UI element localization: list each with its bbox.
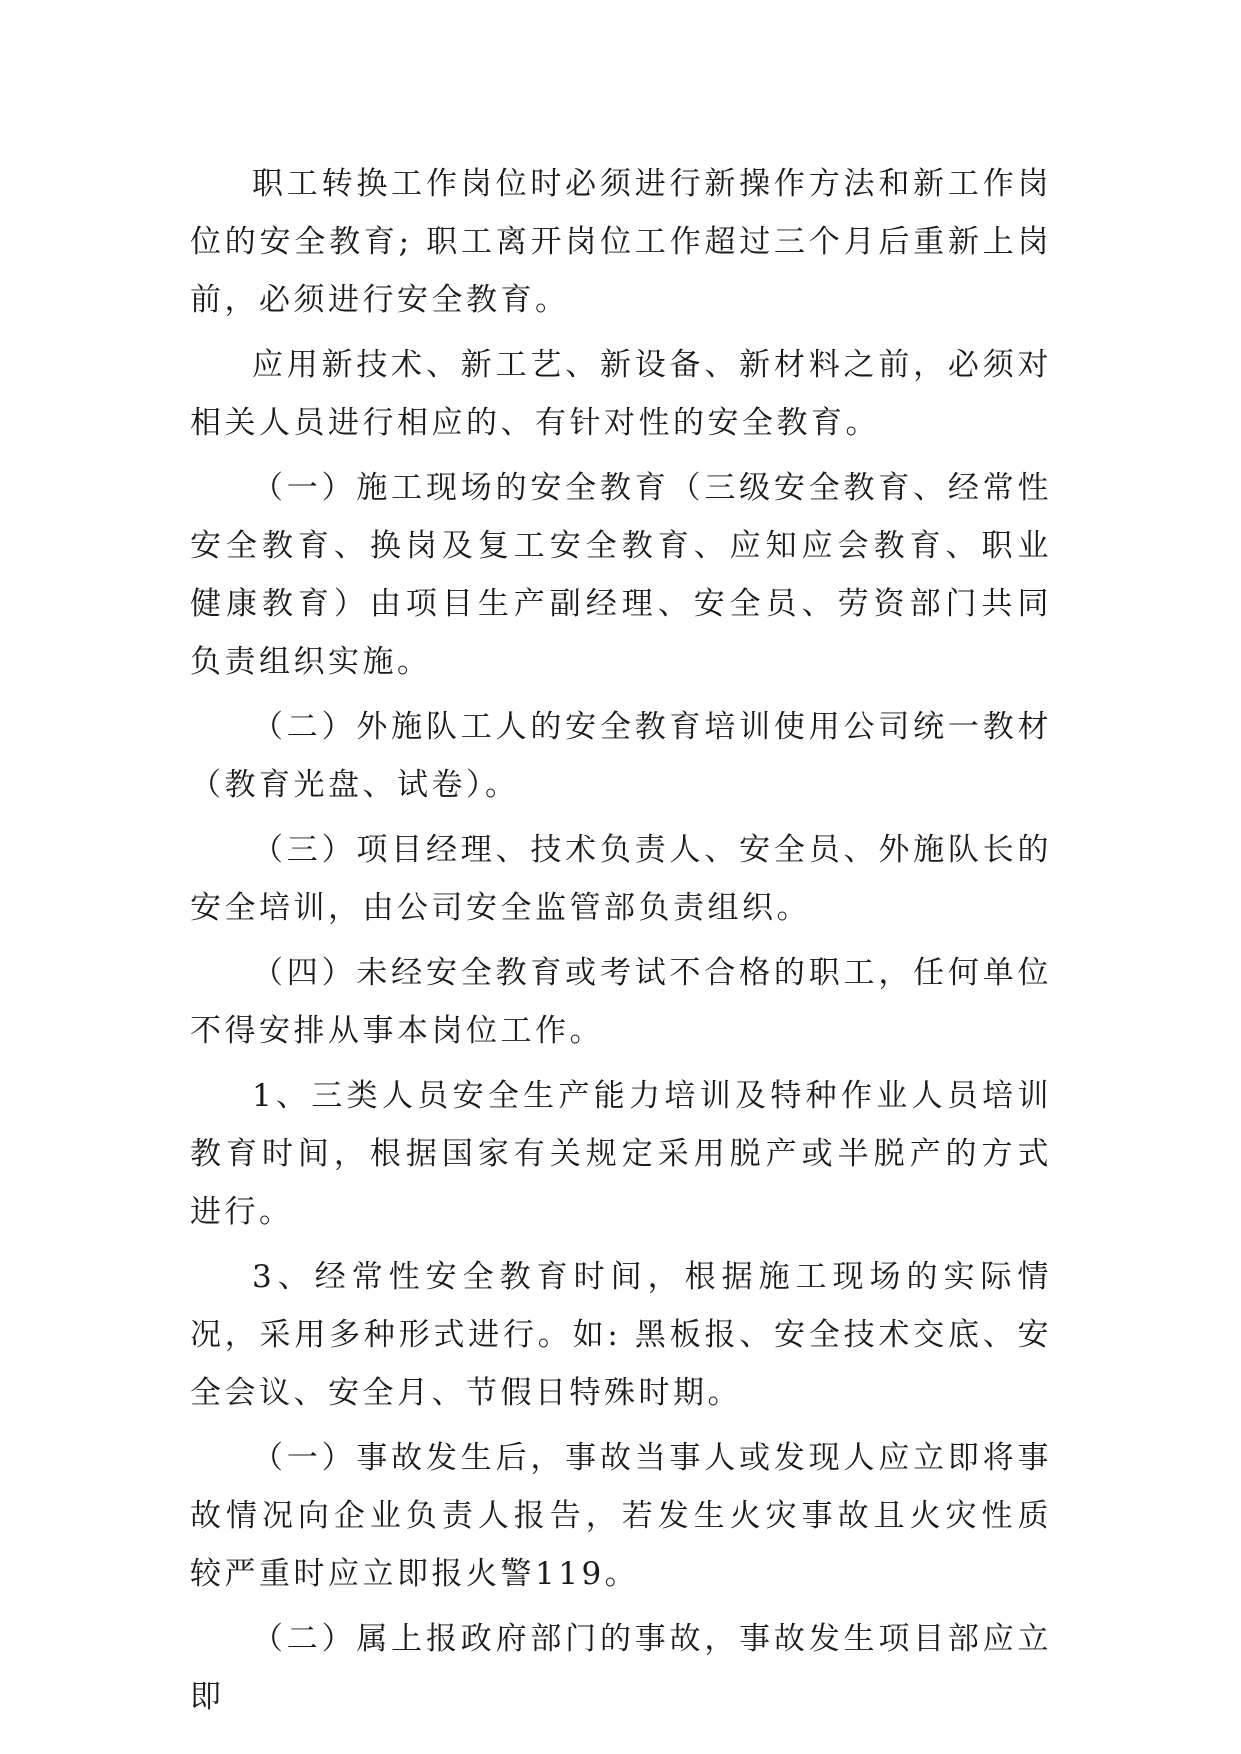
paragraph-accident-reporting: （一）事故发生后，事故当事人或发现人应立即将事故情况向企业负责人报告，若发生火灾事故且火灾性质较严重时应立即报火警119。: [190, 1440, 1052, 1592]
paragraph-site-safety-education: （一）施工现场的安全教育（三级安全教育、经常性安全教育、换岗及复工安全教育、应知应会教育、职业健康教育）由项目生产副经理、安全员、劳资部门共同负责组织实施。: [190, 470, 1052, 680]
document-body: [190, 155, 1052, 1733]
paragraph-training-time: 1、三类人员安全生产能力培训及特种作业人员培训教育时间，根据国家有关规定采用脱产或半脱产的方式进行。: [190, 1078, 1052, 1230]
paragraph-new-technology-education: 应用新技术、新工艺、新设备、新材料之前，必须对相关人员进行相应的、有针对性的安全教育。: [190, 347, 1052, 441]
paragraph-contractor-training: （二）外施队工人的安全教育培训使用公司统一教材（教育光盘、试卷）。: [190, 709, 1052, 803]
paragraph-job-transfer-education: 职工转换工作岗位时必须进行新操作方法和新工作岗位的安全教育; 职工离开岗位工作超过三个月后重新上岗前，必须进行安全教育。: [190, 166, 1052, 318]
paragraph-unqualified-staff: （四）未经安全教育或考试不合格的职工，任何单位不得安排从事本岗位工作。: [190, 955, 1052, 1049]
paragraph-regular-education: 3、经常性安全教育时间，根据施工现场的实际情况，采用多种形式进行。如: 黑板报、安全技术交底、安全会议、安全月、节假日特殊时期。: [190, 1259, 1052, 1411]
paragraph-government-reporting: （二）属上报政府部门的事故，事故发生项目部应立即: [190, 1621, 1052, 1715]
paragraph-manager-training: （三）项目经理、技术负责人、安全员、外施队长的安全培训，由公司安全监管部负责组织。: [190, 832, 1052, 926]
